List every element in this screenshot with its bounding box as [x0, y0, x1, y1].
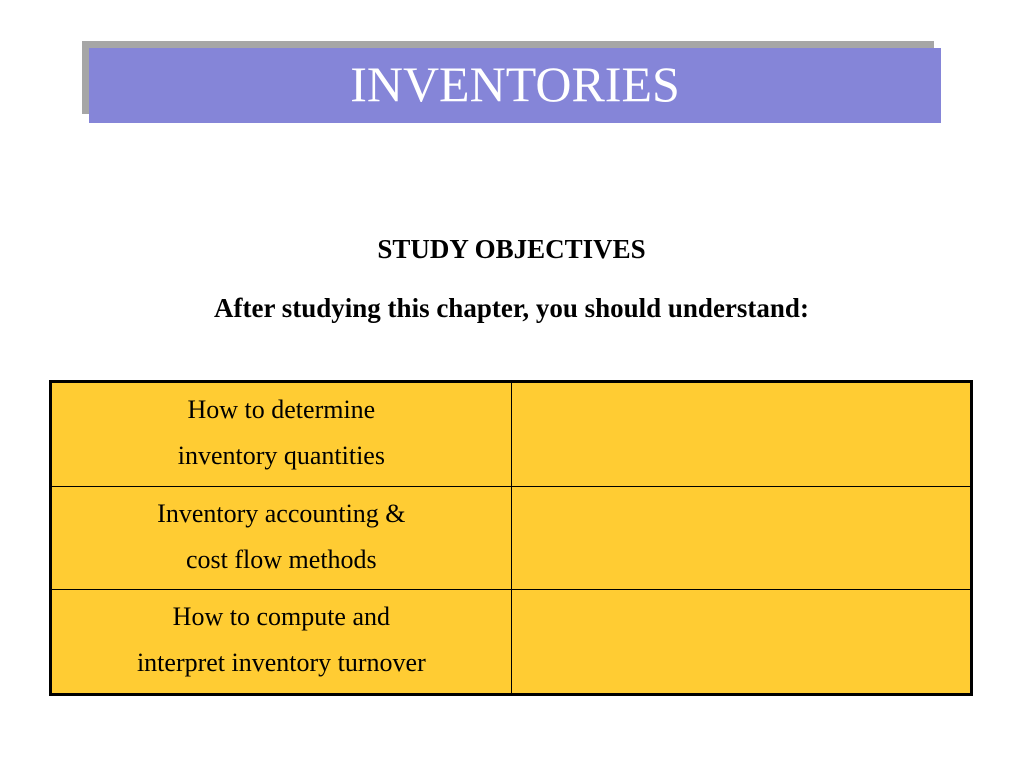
objective-cell: [51, 590, 512, 695]
empty-cell: [511, 382, 971, 487]
table-row: [51, 486, 972, 590]
objective-cell: [51, 486, 512, 590]
subtitle: After studying this chapter, you should understand:: [214, 293, 809, 323]
objective-line: Inventory accounting &: [157, 498, 406, 528]
title-banner: [89, 48, 941, 123]
objective-line: How to compute and: [172, 602, 391, 632]
objective-line: interpret inventory turnover: [136, 648, 426, 678]
objective-line: How to determine: [187, 395, 376, 424]
objective-cell: [51, 382, 512, 487]
empty-cell: [511, 486, 971, 590]
table-row: [51, 590, 972, 695]
objectives-table: [49, 380, 973, 696]
empty-cell: [511, 590, 971, 695]
page-title: INVENTORIES: [350, 55, 680, 112]
table-row: [51, 382, 972, 487]
objective-line: cost flow methods: [186, 544, 377, 574]
study-objectives-heading: STUDY OBJECTIVES: [377, 234, 646, 264]
objective-line: inventory quantities: [177, 441, 385, 470]
